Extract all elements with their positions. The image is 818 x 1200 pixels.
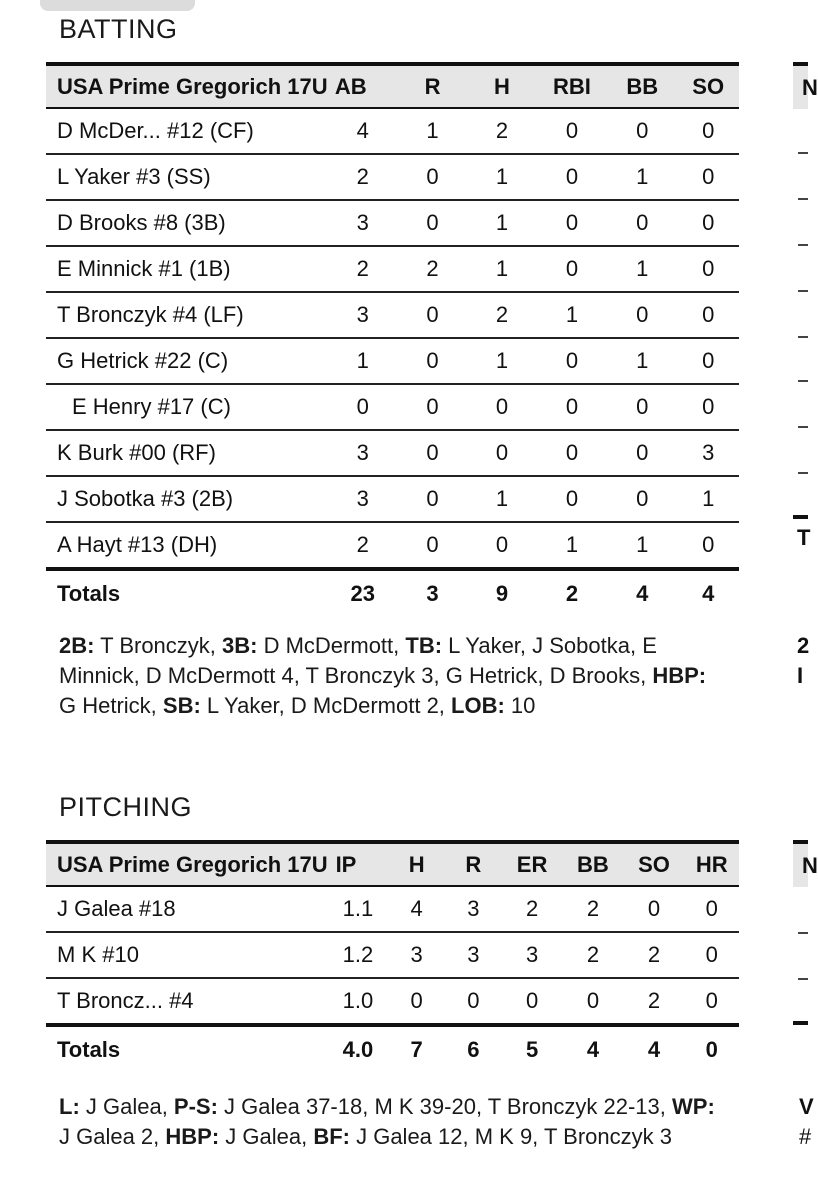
batting-so-cell: 1 <box>677 476 739 522</box>
batting-row <box>46 384 739 430</box>
batting-ab-cell: 3 <box>328 476 398 522</box>
doubles-label: 2B: <box>59 633 95 658</box>
batting-r-cell: 0 <box>398 200 467 246</box>
batting-ab-cell: 3 <box>328 200 398 246</box>
batting-ab-cell: 3 <box>328 430 398 476</box>
batting-totals-r: 3 <box>426 581 439 606</box>
batting-h-cell: 0 <box>467 522 536 569</box>
triples-value: D McDermott, <box>257 633 406 658</box>
pitching-so-cell: 2 <box>623 978 684 1025</box>
batting-bb-cell: 1 <box>607 154 677 200</box>
pitching-h-header: H <box>388 842 445 886</box>
batting-totals-bb: 4 <box>636 581 649 606</box>
batting-totals-h: 9 <box>495 581 509 606</box>
pitching-player-name: J Galea #18 <box>46 886 328 932</box>
batting-h-cell: 2 <box>467 292 536 338</box>
pitching-hr-cell: 0 <box>684 978 739 1025</box>
batting-bb-header: BB <box>607 64 677 108</box>
batting-h-cell: 1 <box>467 154 536 200</box>
pitching-totals-h: 7 <box>410 1037 423 1062</box>
batting-bb-cell: 1 <box>607 338 677 384</box>
batting-bb-cell: 0 <box>607 292 677 338</box>
batting-row <box>46 292 739 338</box>
pitching-ip-cell: 1.2 <box>328 932 389 978</box>
doubles-value: T Bronczyk, <box>94 633 223 658</box>
batting-row <box>46 338 739 384</box>
pitching-totals-row <box>46 1025 739 1073</box>
batting-r-cell: 0 <box>398 154 467 200</box>
batting-so-header: SO <box>677 64 739 108</box>
batting-hbp-label: HBP: <box>652 663 707 688</box>
batting-rbi-cell: 1 <box>537 522 607 569</box>
pitching-team-header: USA Prime Gregorich 17U <box>46 842 328 886</box>
total-bases-value: L Yaker, J Sobotka, E Minnick, D McDermott 4, T Bronczyk 3, G Hetrick, D Brooks, <box>59 633 657 688</box>
batters-faced-label: BF: <box>313 1124 350 1149</box>
adjacent-row-t: T <box>797 525 811 550</box>
wild-pitch-label: WP: <box>672 1094 715 1119</box>
batting-bb-cell: 1 <box>607 246 677 292</box>
pitching-so-cell: 0 <box>623 886 684 932</box>
pitching-so-header: SO <box>623 842 684 886</box>
batting-so-cell: 0 <box>677 200 739 246</box>
batting-ab-cell: 2 <box>328 522 398 569</box>
batting-row <box>46 108 739 154</box>
pitching-row <box>46 886 739 932</box>
batting-notes <box>59 631 719 721</box>
adjacent-note-b: I <box>797 663 804 688</box>
batting-ab-cell: 0 <box>328 384 398 430</box>
batting-r-cell: 0 <box>398 430 467 476</box>
batting-ab-header: AB <box>328 64 398 108</box>
adjacent-pitch-note-b: # <box>799 1124 812 1149</box>
pitching-ip-cell: 1.0 <box>328 978 389 1025</box>
pitching-totals-ip: 4.0 <box>342 1037 374 1062</box>
pitching-r-cell: 0 <box>445 978 502 1025</box>
loss-label: L: <box>59 1094 80 1119</box>
batting-player-name: E Minnick #1 (1B) <box>46 246 328 292</box>
pitching-er-cell: 2 <box>502 886 563 932</box>
batting-rbi-cell: 1 <box>537 292 607 338</box>
lob-label: LOB: <box>451 693 505 718</box>
lob-value: 10 <box>504 693 536 718</box>
pitching-row <box>46 978 739 1025</box>
batting-h-cell: 0 <box>467 430 536 476</box>
batting-player-name: K Burk #00 (RF) <box>46 430 328 476</box>
batting-row <box>46 200 739 246</box>
batting-player-name: J Sobotka #3 (2B) <box>46 476 328 522</box>
pitching-row <box>46 932 739 978</box>
batting-so-cell: 0 <box>677 292 739 338</box>
batting-player-name: T Bronczyk #4 (LF) <box>46 292 328 338</box>
batting-row <box>46 246 739 292</box>
batting-ab-cell: 4 <box>328 108 398 154</box>
batting-player-name: A Hayt #13 (DH) <box>46 522 328 569</box>
batting-r-cell: 0 <box>398 292 467 338</box>
batting-row <box>46 430 739 476</box>
batting-player-name: E Henry #17 (C) <box>46 384 328 430</box>
pitching-header-row <box>46 842 739 886</box>
pitching-so-cell: 2 <box>623 932 684 978</box>
pitching-h-cell: 4 <box>388 886 445 932</box>
batting-rbi-header: RBI <box>537 64 607 108</box>
pitching-totals-r: 6 <box>467 1037 480 1062</box>
pitching-bb-cell: 2 <box>562 886 623 932</box>
batting-so-cell: 0 <box>677 108 739 154</box>
batting-row <box>46 154 739 200</box>
pitching-totals-er: 5 <box>525 1037 539 1062</box>
pitching-r-header: R <box>445 842 502 886</box>
batting-rbi-cell: 0 <box>537 108 607 154</box>
batting-ab-cell: 3 <box>328 292 398 338</box>
pitching-bb-cell: 0 <box>562 978 623 1025</box>
batting-team-header: USA Prime Gregorich 17U <box>46 64 328 108</box>
pitching-notes <box>59 1092 719 1152</box>
batting-r-cell: 0 <box>398 338 467 384</box>
batting-totals-ab: 23 <box>350 581 375 606</box>
batting-totals-label: Totals <box>57 581 121 606</box>
adjacent-header-glyph: N <box>802 75 818 100</box>
batting-rbi-cell: 0 <box>537 430 607 476</box>
adjacent-pitch-bottom-rule <box>793 1021 808 1025</box>
pitching-er-header: ER <box>502 842 563 886</box>
adjacent-mid-rule <box>793 515 808 519</box>
batting-totals-row <box>46 569 739 617</box>
adjacent-pitch-header: N <box>793 844 808 887</box>
batting-player-name: D McDer... #12 (CF) <box>46 108 328 154</box>
batting-player-name: G Hetrick #22 (C) <box>46 338 328 384</box>
batting-rbi-cell: 0 <box>537 246 607 292</box>
pitching-er-cell: 0 <box>502 978 563 1025</box>
pitching-ip-header: IP <box>328 842 389 886</box>
batting-so-cell: 3 <box>677 430 739 476</box>
pitching-totals-bb: 4 <box>586 1037 600 1062</box>
pitching-r-cell: 3 <box>445 932 502 978</box>
batting-hbp-value: G Hetrick, <box>59 693 163 718</box>
pitching-hbp-value: J Galea, <box>219 1124 314 1149</box>
pitching-bb-cell: 2 <box>562 932 623 978</box>
batting-r-cell: 2 <box>398 246 467 292</box>
wild-pitch-value: J Galea 2, <box>59 1124 166 1149</box>
pitching-er-cell: 3 <box>502 932 563 978</box>
batting-h-cell: 2 <box>467 108 536 154</box>
batting-r-cell: 0 <box>398 384 467 430</box>
pitching-hbp-label: HBP: <box>165 1124 220 1149</box>
batting-so-cell: 0 <box>677 522 739 569</box>
batting-row <box>46 476 739 522</box>
pitching-bb-header: BB <box>562 842 623 886</box>
batting-bb-cell: 0 <box>607 430 677 476</box>
batting-r-cell: 1 <box>398 108 467 154</box>
total-bases-label: TB: <box>405 633 443 658</box>
batting-player-name: L Yaker #3 (SS) <box>46 154 328 200</box>
stolen-bases-value: L Yaker, D McDermott 2, <box>200 693 452 718</box>
batting-h-cell: 1 <box>467 246 536 292</box>
pitching-player-name: M K #10 <box>46 932 328 978</box>
pitching-h-cell: 3 <box>388 932 445 978</box>
pitching-table <box>46 840 739 1073</box>
loss-value: J Galea, <box>79 1094 174 1119</box>
batting-h-cell: 0 <box>467 384 536 430</box>
batting-bb-cell: 0 <box>607 384 677 430</box>
batting-so-cell: 0 <box>677 246 739 292</box>
batting-so-cell: 0 <box>677 154 739 200</box>
pitching-r-cell: 3 <box>445 886 502 932</box>
batting-bb-cell: 0 <box>607 200 677 246</box>
stolen-bases-label: SB: <box>162 693 201 718</box>
pitching-hr-cell: 0 <box>684 886 739 932</box>
pitches-strikes-value: J Galea 37-18, M K 39-20, T Bronczyk 22-13, <box>217 1094 673 1119</box>
batting-row <box>46 522 739 569</box>
batting-rbi-cell: 0 <box>537 200 607 246</box>
batters-faced-value: J Galea 12, M K 9, T Bronczyk 3 <box>349 1124 672 1149</box>
batting-ab-cell: 2 <box>328 246 398 292</box>
adjacent-pitch-note-a: V <box>799 1094 814 1119</box>
pitching-totals-so: 4 <box>647 1037 661 1062</box>
batting-header-row <box>46 64 739 108</box>
batting-rbi-cell: 0 <box>537 338 607 384</box>
batting-r-header: R <box>398 64 467 108</box>
batting-h-cell: 1 <box>467 476 536 522</box>
triples-label: 3B: <box>222 633 258 658</box>
batting-bb-cell: 0 <box>607 476 677 522</box>
top-tab <box>40 0 195 11</box>
batting-player-name: D Brooks #8 (3B) <box>46 200 328 246</box>
pitching-ip-cell: 1.1 <box>328 886 389 932</box>
pitching-player-name: T Broncz... #4 <box>46 978 328 1025</box>
batting-r-cell: 0 <box>398 522 467 569</box>
batting-rbi-cell: 0 <box>537 384 607 430</box>
pitching-hr-header: HR <box>684 842 739 886</box>
pitching-totals-label: Totals <box>57 1037 121 1062</box>
batting-table <box>46 62 739 617</box>
batting-rbi-cell: 0 <box>537 154 607 200</box>
batting-totals-rbi: 2 <box>565 581 579 606</box>
batting-h-cell: 1 <box>467 200 536 246</box>
batting-totals-so: 4 <box>702 581 715 606</box>
adjacent-note-a: 2 <box>797 633 810 658</box>
batting-h-cell: 1 <box>467 338 536 384</box>
batting-rbi-cell: 0 <box>537 476 607 522</box>
batting-h-header: H <box>467 64 536 108</box>
batting-ab-cell: 1 <box>328 338 398 384</box>
pitching-h-cell: 0 <box>388 978 445 1025</box>
pitches-strikes-label: P-S: <box>173 1094 218 1119</box>
batting-bb-cell: 0 <box>607 108 677 154</box>
batting-so-cell: 0 <box>677 338 739 384</box>
batting-title: BATTING <box>59 14 178 44</box>
batting-so-cell: 0 <box>677 384 739 430</box>
batting-ab-cell: 2 <box>328 154 398 200</box>
pitching-hr-cell: 0 <box>684 932 739 978</box>
pitching-title: PITCHING <box>59 792 193 822</box>
adjacent-header-cell <box>793 66 818 109</box>
pitching-totals-hr: 0 <box>705 1037 718 1062</box>
batting-bb-cell: 1 <box>607 522 677 569</box>
batting-r-cell: 0 <box>398 476 467 522</box>
